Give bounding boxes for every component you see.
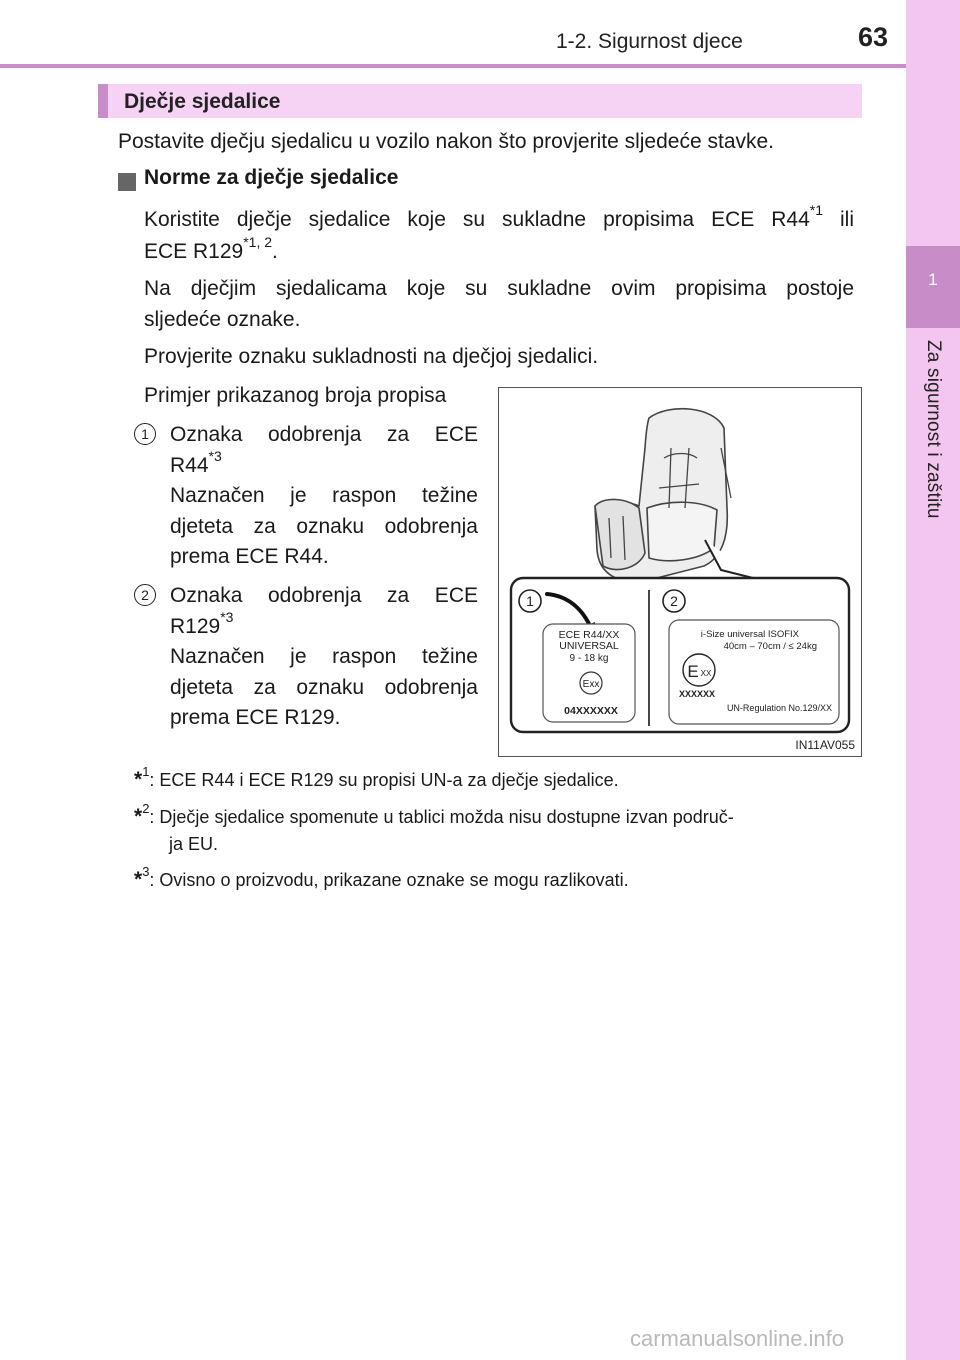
header-rule xyxy=(0,64,906,68)
footnote-ref-1: *1 xyxy=(809,202,824,218)
footnote-2-continued: ja EU. xyxy=(169,834,219,854)
running-header: 1-2. Sigurnost djece xyxy=(556,30,743,53)
item-1-desc-line3: prema ECE R44. xyxy=(170,545,329,568)
item-2-desc-line1: Naznačen je raspon težine xyxy=(170,645,478,668)
para1-line1: Koristite dječje sjedalice koje su sukladne propisima ECE R44$^{*1}$ ili xyxy=(144,202,854,231)
r44-label-line3: 9 - 18 kg xyxy=(569,653,609,664)
item-1-number: 1 xyxy=(134,423,156,445)
child-seat-figure xyxy=(498,387,862,757)
footnote-3: *$^3$: Ovisno o proizvodu, prikazane oznake se mogu razlikovati. xyxy=(134,864,629,891)
item-1-title-line1: Oznaka odobrenja za ECE xyxy=(170,423,478,446)
item-2-title-line1: Oznaka odobrenja za ECE xyxy=(170,584,478,607)
footnote-1: *$^1$: ECE R44 i ECE R129 su propisi UN-a za dječje sjedalice. xyxy=(134,764,619,791)
para3: Provjerite oznaku sukladnosti na dječjoj sjedalici. xyxy=(144,345,599,368)
item-1-desc-line1: Naznačen je raspon težine xyxy=(170,484,478,507)
section-heading-bar xyxy=(98,84,862,118)
item-1-title-line2: R44$^{*3}$ xyxy=(170,448,222,477)
square-bullet-icon xyxy=(118,173,136,191)
callout-2-text: 2 xyxy=(670,593,678,609)
intro-paragraph: Postavite dječju sjedalicu u vozilo nakon što provjerite sljedeće stavke. xyxy=(118,130,775,153)
page-number: 63 xyxy=(858,22,889,52)
r129-label-line1: i-Size universal ISOFIX xyxy=(700,629,799,640)
para1-line2: ECE R129$^{*1, 2}$. xyxy=(144,234,278,263)
r44-e-mark: Exx xyxy=(582,679,600,690)
para2-line1: Na dječjim sjedalicama koje su sukladne ovim propisima postoje xyxy=(144,277,854,300)
item-2-desc-line2: djeteta za oznaku odobrenja xyxy=(170,676,478,699)
watermark: carmanualsonline.info xyxy=(630,1326,845,1351)
r129-approval-number: XXXXXX xyxy=(679,689,716,699)
item-2-desc-line3: prema ECE R129. xyxy=(170,706,341,729)
subheading: Norme za dječje sjedalice xyxy=(144,166,399,189)
footnote-ref-1-2: *1, 2 xyxy=(243,234,273,250)
chapter-title: Za sigurnost i zaštitu xyxy=(923,340,944,519)
r129-e-mark-sub: XX xyxy=(700,669,712,678)
section-title: Dječje sjedalice xyxy=(124,90,281,113)
item-2-title-line2: R129$^{*3}$ xyxy=(170,609,234,638)
r44-label-line2: UNIVERSAL xyxy=(559,640,619,652)
r129-regulation: UN-Regulation No.129/XX xyxy=(726,703,832,713)
item-2-number: 2 xyxy=(134,584,156,606)
r129-e-mark: E xyxy=(687,662,699,681)
r44-approval-number: 04XXXXXX xyxy=(564,705,618,717)
callout-1-text: 1 xyxy=(526,593,534,609)
para2-line2: sljedeće oznake. xyxy=(144,308,301,331)
footnote-2: *$^2$: Dječje sjedalice spomenute u tablici možda nisu dostupne izvan područ- xyxy=(134,801,734,828)
r129-label-line2: 40cm – 70cm / ≤ 24kg xyxy=(723,641,817,652)
example-label: Primjer prikazanog broja propisa xyxy=(144,384,447,407)
chapter-side-tab xyxy=(906,0,960,1360)
figure-code: IN11AV055 xyxy=(795,738,855,752)
r44-label-line1: ECE R44/XX xyxy=(558,629,620,641)
item-1-desc-line2: djeteta za oznaku odobrenja xyxy=(170,515,478,538)
child-seat-illustration xyxy=(499,388,860,755)
chapter-number: 1 xyxy=(928,270,938,289)
